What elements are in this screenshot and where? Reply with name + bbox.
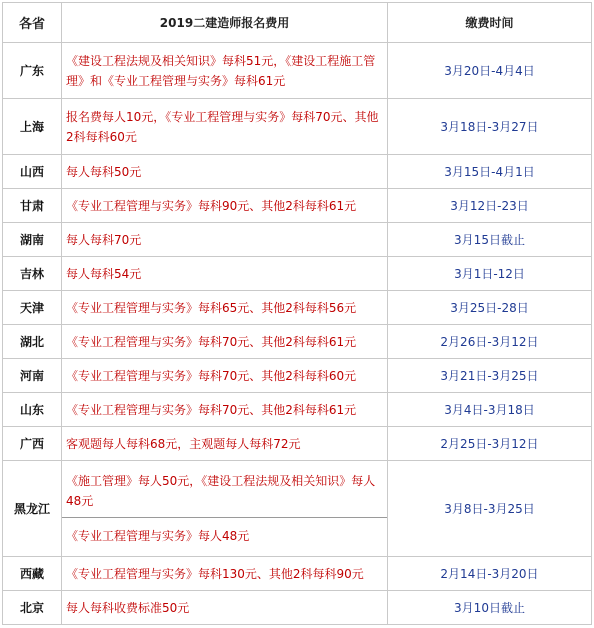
table-row [3, 155, 592, 189]
header-fee: 2019二建造师报名费用 [62, 3, 388, 43]
province-cell: 甘肃 [3, 189, 62, 223]
time-cell: 3月1日-12日 [388, 257, 592, 291]
fee-line: 《专业工程管理与实务》每人48元 [66, 529, 250, 543]
time-cell: 2月14日-3月20日 [388, 557, 592, 591]
province-cell: 河南 [3, 359, 62, 393]
time-cell: 3月8日-3月25日 [388, 461, 592, 557]
table-row [3, 359, 592, 393]
province-cell: 天津 [3, 291, 62, 325]
fee-cell: 每人每科50元 [62, 155, 388, 189]
fee-cell: 每人每科54元 [62, 257, 388, 291]
header-time: 缴费时间 [388, 3, 592, 43]
time-cell: 2月26日-3月12日 [388, 325, 592, 359]
table-row [3, 325, 592, 359]
province-cell: 山西 [3, 155, 62, 189]
time-cell: 3月15日-4月1日 [388, 155, 592, 189]
table-row [3, 427, 592, 461]
time-cell: 2月25日-3月12日 [388, 427, 592, 461]
fee-cell: 每人每科收费标准50元 [62, 591, 388, 625]
province-cell: 西藏 [3, 557, 62, 591]
province-cell: 北京 [3, 591, 62, 625]
fee-cell: 客观题每人每科68元，主观题每人每科72元 [62, 427, 388, 461]
fee-cell: 《专业工程管理与实务》每科70元、其他2科每科61元 [62, 393, 388, 427]
time-cell: 3月18日-3月27日 [388, 99, 592, 155]
table-row [3, 99, 592, 155]
header-province: 各省 [3, 3, 62, 43]
fee-cell [62, 461, 388, 557]
table-header-row [3, 3, 592, 43]
province-cell: 上海 [3, 99, 62, 155]
province-cell: 黑龙江 [3, 461, 62, 557]
fee-line: 《施工管理》每人50元，《建设工程法规及相关知识》每人48元 [66, 474, 376, 508]
table-row [3, 557, 592, 591]
table-row [3, 223, 592, 257]
fee-cell: 《专业工程管理与实务》每科70元、其他2科每科60元 [62, 359, 388, 393]
fee-cell: 《专业工程管理与实务》每科70元、其他2科每科61元 [62, 325, 388, 359]
table-row [3, 189, 592, 223]
province-cell: 湖南 [3, 223, 62, 257]
table-row [3, 43, 592, 99]
table-row [3, 461, 592, 557]
province-cell: 山东 [3, 393, 62, 427]
time-cell: 3月4日-3月18日 [388, 393, 592, 427]
province-cell: 湖北 [3, 325, 62, 359]
fee-cell: 每人每科70元 [62, 223, 388, 257]
fee-table [2, 2, 592, 625]
table-row [3, 393, 592, 427]
time-cell: 3月20日-4月4日 [388, 43, 592, 99]
province-cell: 广东 [3, 43, 62, 99]
time-cell: 3月25日-28日 [388, 291, 592, 325]
province-cell: 广西 [3, 427, 62, 461]
fee-cell: 《专业工程管理与实务》每科90元、其他2科每科61元 [62, 189, 388, 223]
fee-cell: 报名费每人10元，《专业工程管理与实务》每科70元、其他2科每科60元 [62, 99, 388, 155]
fee-cell: 《建设工程法规及相关知识》每科51元，《建设工程施工管理》和《专业工程管理与实务》每科61元 [62, 43, 388, 99]
table-row [3, 591, 592, 625]
time-cell: 3月15日截止 [388, 223, 592, 257]
time-cell: 3月10日截止 [388, 591, 592, 625]
province-cell: 吉林 [3, 257, 62, 291]
fee-cell: 《专业工程管理与实务》每科130元、其他2科每科90元 [62, 557, 388, 591]
time-cell: 3月21日-3月25日 [388, 359, 592, 393]
table-row [3, 291, 592, 325]
table-row [3, 257, 592, 291]
fee-cell: 《专业工程管理与实务》每科65元、其他2科每科56元 [62, 291, 388, 325]
time-cell: 3月12日-23日 [388, 189, 592, 223]
